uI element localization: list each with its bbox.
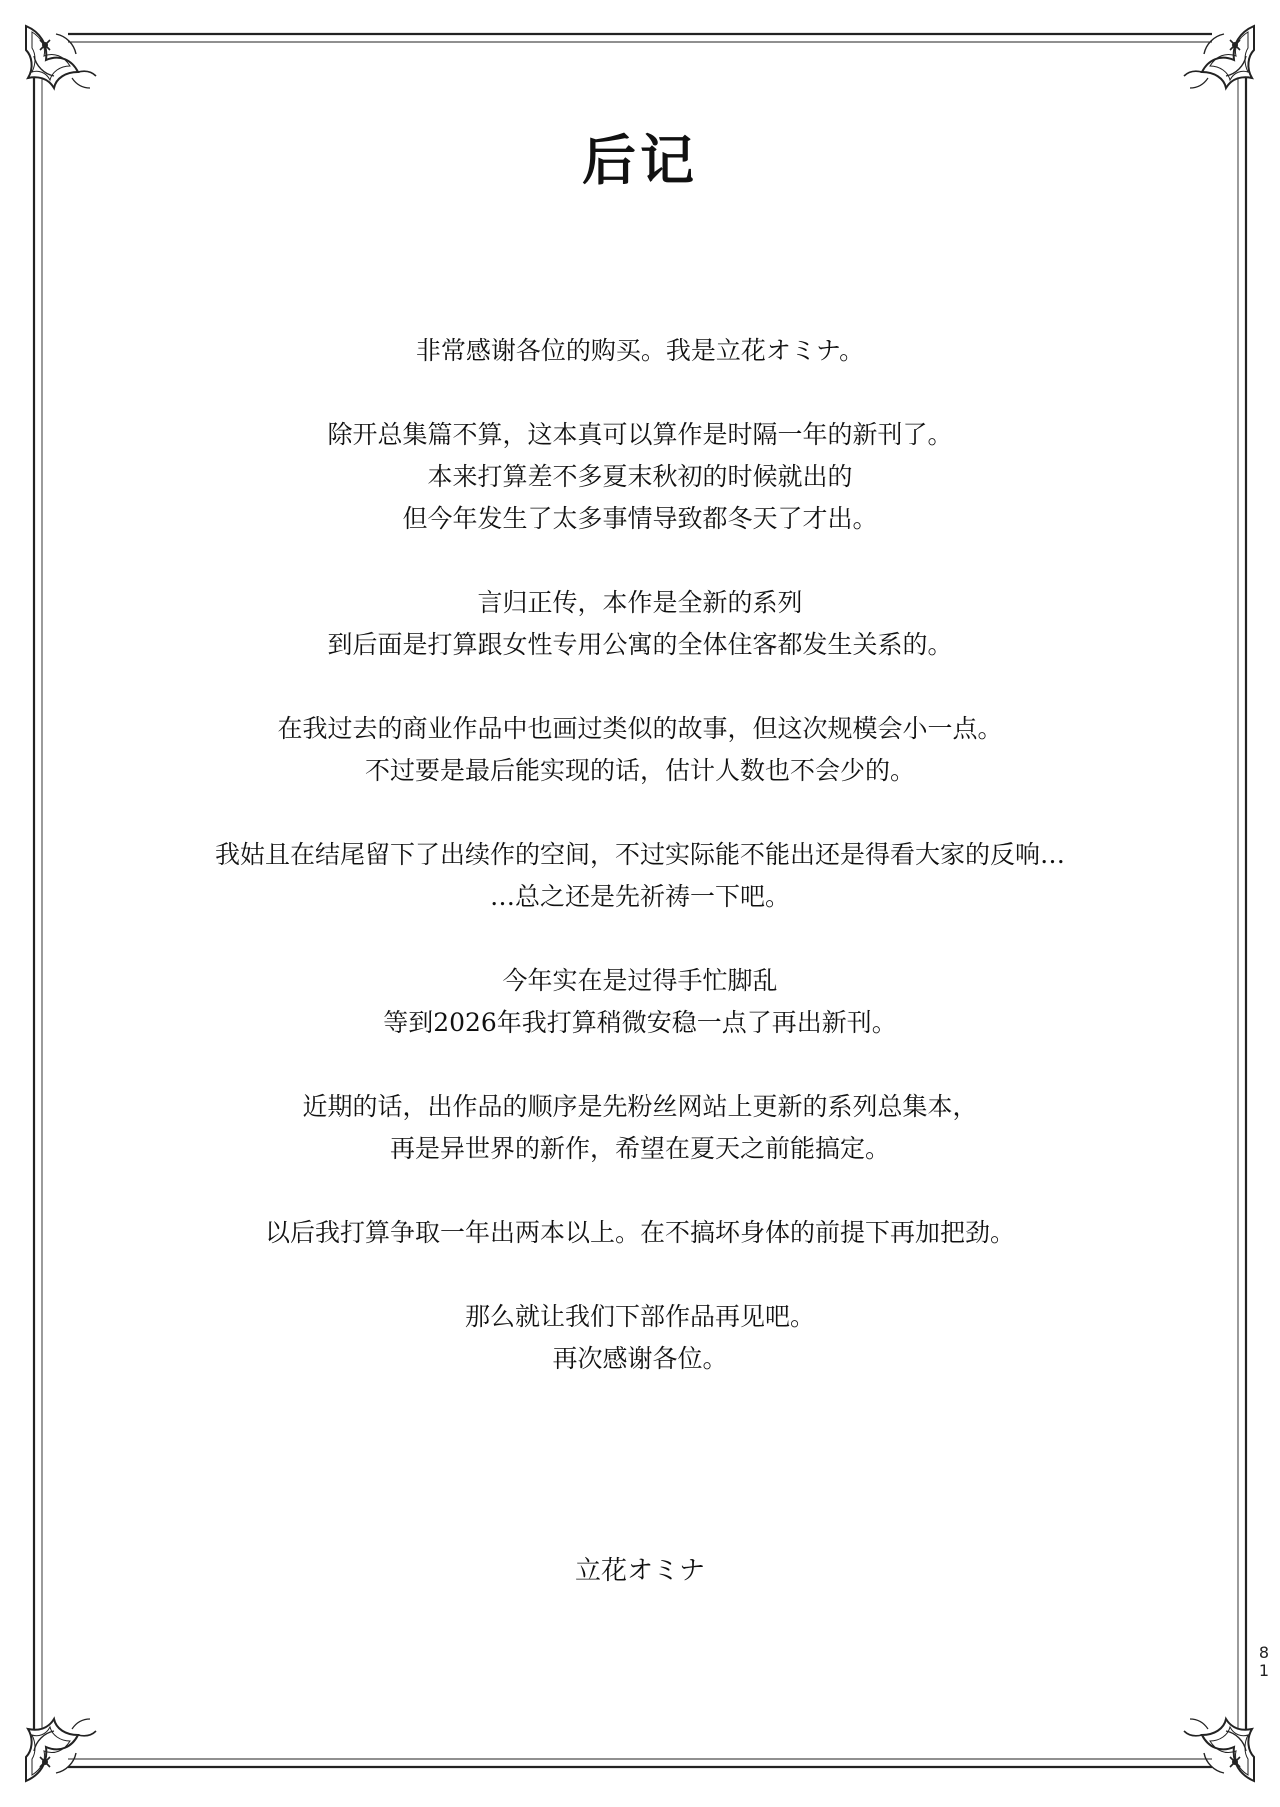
text-line: 那么就让我们下部作品再见吧。 xyxy=(464,1302,815,1331)
paragraph xyxy=(120,1086,1160,1170)
text-line: 我姑且在结尾留下了出续作的空间，不过实际能不能出还是得看大家的反响… xyxy=(214,840,1065,869)
text-line: 言归正传，本作是全新的系列 xyxy=(477,588,803,617)
text-line: 本来打算差不多夏末秋初的时候就出的 xyxy=(427,462,853,491)
text-line: 等到2026年我打算稍微安稳一点了再出新刊。 xyxy=(383,1008,897,1037)
text-line: 今年实在是过得手忙脚乱 xyxy=(502,966,778,995)
paragraph xyxy=(120,582,1160,666)
page-number-digit: 8 xyxy=(1258,1643,1270,1662)
corner-ornament-top-left-icon xyxy=(26,26,96,88)
paragraph xyxy=(120,960,1160,1044)
corner-ornament-top-right-icon xyxy=(1184,26,1254,88)
text-line: 但今年发生了太多事情导致都冬天了才出。 xyxy=(402,504,878,533)
text-line: 再是异世界的新作，希望在夏天之前能搞定。 xyxy=(389,1134,890,1163)
page-number-digit: 1 xyxy=(1258,1661,1270,1680)
paragraph xyxy=(120,834,1160,918)
corner-ornament-bottom-left-icon xyxy=(26,1719,96,1781)
paragraph xyxy=(120,708,1160,792)
paragraph xyxy=(120,1296,1160,1380)
paragraph xyxy=(120,1212,1160,1254)
paragraph xyxy=(120,330,1160,372)
page-title: 后记 xyxy=(582,128,698,192)
text-line: 不过要是最后能实现的话，估计人数也不会少的。 xyxy=(364,756,915,785)
paragraph xyxy=(120,414,1160,540)
afterword-body xyxy=(120,330,1160,1422)
text-line: …总之还是先祈祷一下吧。 xyxy=(489,882,790,911)
text-line: 非常感谢各位的购买。我是立花オミナ。 xyxy=(415,336,865,365)
corner-ornament-bottom-right-icon xyxy=(1184,1719,1254,1781)
page-number xyxy=(1256,1644,1272,1680)
text-line: 近期的话，出作品的顺序是先粉丝网站上更新的系列总集本， xyxy=(302,1092,978,1121)
text-line: 在我过去的商业作品中也画过类似的故事，但这次规模会小一点。 xyxy=(277,714,1003,743)
text-line: 除开总集篇不算，这本真可以算作是时隔一年的新刊了。 xyxy=(327,420,953,449)
text-line: 再次感谢各位。 xyxy=(552,1344,728,1373)
text-line: 以后我打算争取一年出两本以上。在不搞坏身体的前提下再加把劲。 xyxy=(264,1218,1015,1247)
author-signature: 立花オミナ xyxy=(574,1556,705,1586)
text-line: 到后面是打算跟女性专用公寓的全体住客都发生关系的。 xyxy=(327,630,953,659)
